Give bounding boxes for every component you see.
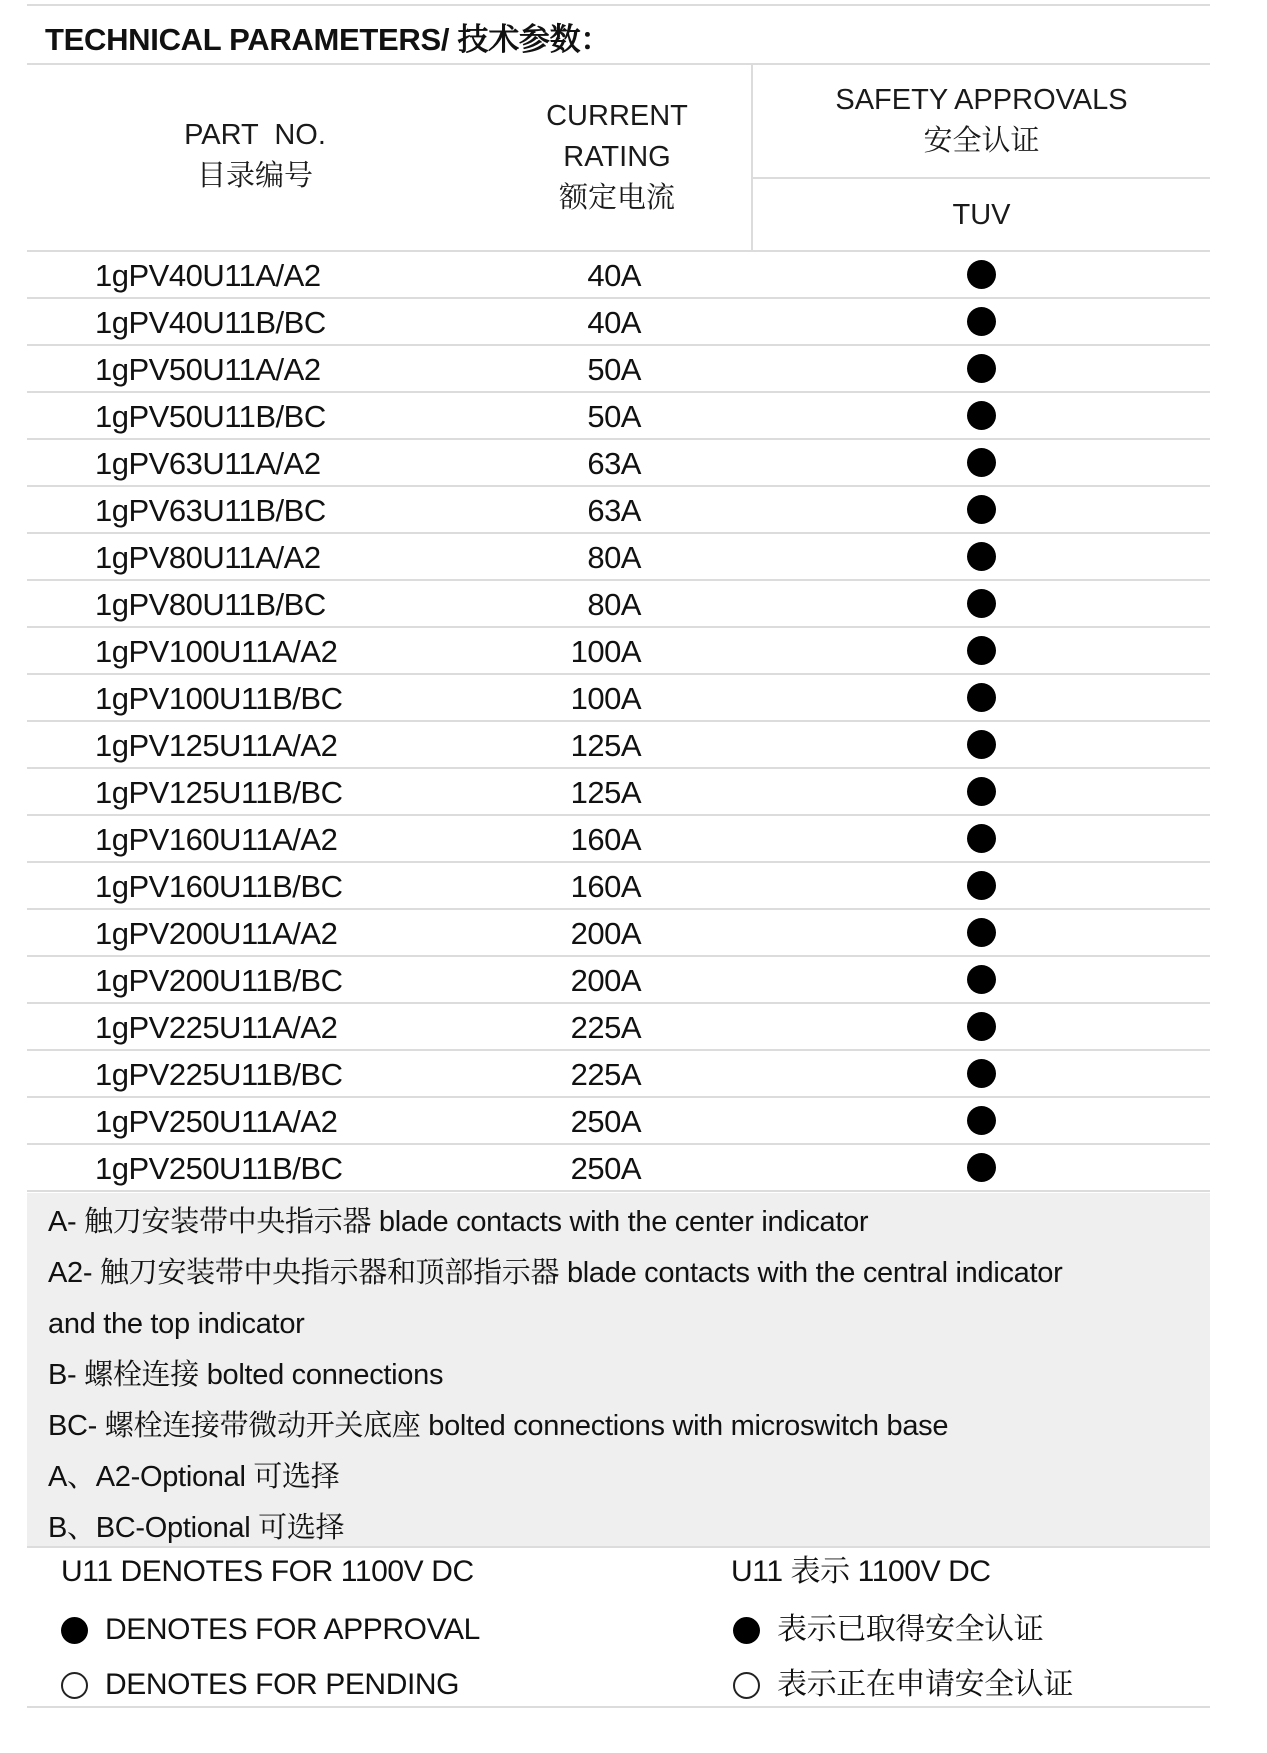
current-rating-cell: 160A	[570, 869, 641, 904]
table-body	[27, 252, 1210, 1192]
approved-dot-icon	[967, 636, 996, 665]
table-row	[27, 487, 1210, 534]
legend-approval-zh-text: 表示已取得安全认证	[777, 1613, 1044, 1646]
part-no-cell: 1gPV225U11B/BC	[95, 1057, 343, 1092]
table-row	[27, 346, 1210, 393]
note-line: A- 触刀安装带中央指示器 blade contacts with the center indicator	[48, 1206, 869, 1238]
part-no-cell: 1gPV160U11B/BC	[95, 869, 343, 904]
notes-box	[27, 1193, 1210, 1548]
table-row	[27, 581, 1210, 628]
legend-pending-zh-text: 表示正在申请安全认证	[777, 1668, 1073, 1701]
current-rating-cell: 250A	[570, 1151, 641, 1186]
header-part-no-en: PART NO.	[184, 119, 326, 151]
note-line: BC- 螺栓连接带微动开关底座 bolted connections with microswitch base	[48, 1410, 949, 1442]
part-no-cell: 1gPV50U11B/BC	[95, 399, 326, 434]
page-title: TECHNICAL PARAMETERS/ 技术参数：	[45, 22, 611, 57]
part-no-cell: 1gPV80U11B/BC	[95, 587, 326, 622]
part-no-cell: 1gPV225U11A/A2	[95, 1010, 338, 1045]
current-rating-cell: 200A	[570, 963, 641, 998]
table-row	[27, 863, 1210, 910]
part-no-cell: 1gPV63U11B/BC	[95, 493, 326, 528]
part-no-cell: 1gPV80U11A/A2	[95, 540, 321, 575]
legend-pending-en-text: DENOTES FOR PENDING	[105, 1668, 460, 1701]
table-row	[27, 910, 1210, 957]
approved-dot-icon	[967, 777, 996, 806]
note-line: B、BC-Optional 可选择	[48, 1512, 345, 1544]
title-rule	[27, 63, 1210, 65]
header-current-en-1: CURRENT	[546, 100, 688, 132]
legend-approval-en	[61, 1610, 480, 1650]
approved-dot-icon	[967, 965, 996, 994]
approved-dot-icon	[733, 1617, 760, 1644]
table-row	[27, 299, 1210, 346]
part-no-cell: 1gPV250U11A/A2	[95, 1104, 338, 1139]
current-rating-cell: 63A	[587, 493, 641, 528]
part-no-cell: 1gPV40U11B/BC	[95, 305, 326, 340]
approved-dot-icon	[967, 730, 996, 759]
part-no-cell: 1gPV160U11A/A2	[95, 822, 338, 857]
table-row	[27, 957, 1210, 1004]
approved-dot-icon	[967, 542, 996, 571]
approved-dot-icon	[967, 1012, 996, 1041]
table-row	[27, 628, 1210, 675]
part-no-cell: 1gPV50U11A/A2	[95, 352, 321, 387]
current-rating-cell: 40A	[587, 305, 641, 340]
note-line: A2- 触刀安装带中央指示器和顶部指示器 blade contacts with the central indicator	[48, 1257, 1063, 1289]
header-sub-rule	[753, 177, 1210, 179]
part-no-cell: 1gPV63U11A/A2	[95, 446, 321, 481]
current-rating-cell: 50A	[587, 399, 641, 434]
table-row	[27, 816, 1210, 863]
part-no-cell: 1gPV125U11B/BC	[95, 775, 343, 810]
approved-dot-icon	[967, 354, 996, 383]
note-line: A、A2-Optional 可选择	[48, 1461, 340, 1493]
current-rating-cell: 63A	[587, 446, 641, 481]
table-row	[27, 534, 1210, 581]
legend-u11-zh: U11 表示 1100V DC	[731, 1555, 991, 1588]
current-rating-cell: 250A	[570, 1104, 641, 1139]
header-tuv: TUV	[952, 199, 1011, 231]
header-part-no-zh: 目录编号	[196, 160, 313, 192]
current-rating-cell: 40A	[587, 258, 641, 293]
table-row	[27, 675, 1210, 722]
table-row	[27, 1004, 1210, 1051]
current-rating-cell: 80A	[587, 587, 641, 622]
current-rating-cell: 125A	[570, 728, 641, 763]
approved-dot-icon	[967, 448, 996, 477]
part-no-cell: 1gPV40U11A/A2	[95, 258, 321, 293]
table-row	[27, 440, 1210, 487]
current-rating-cell: 50A	[587, 352, 641, 387]
current-rating-cell: 80A	[587, 540, 641, 575]
approved-dot-icon	[967, 589, 996, 618]
table-row	[27, 1051, 1210, 1098]
current-rating-cell: 125A	[570, 775, 641, 810]
legend-pending-zh	[733, 1665, 1073, 1705]
approved-dot-icon	[967, 918, 996, 947]
current-rating-cell: 100A	[570, 681, 641, 716]
header-current-zh: 额定电流	[558, 182, 675, 214]
pending-circle-icon	[733, 1672, 760, 1699]
approved-dot-icon	[967, 1106, 996, 1135]
note-line: B- 螺栓连接 bolted connections	[48, 1359, 444, 1391]
approved-dot-icon	[967, 871, 996, 900]
header-part-no	[150, 115, 360, 197]
note-line: and the top indicator	[48, 1308, 305, 1340]
legend-approval-zh	[733, 1610, 1043, 1650]
approved-dot-icon	[967, 401, 996, 430]
header-safety-approvals	[753, 80, 1210, 162]
part-no-cell: 1gPV200U11A/A2	[95, 916, 338, 951]
table-row	[27, 393, 1210, 440]
approved-dot-icon	[967, 307, 996, 336]
pending-circle-icon	[61, 1672, 88, 1699]
approved-dot-icon	[967, 260, 996, 289]
current-rating-cell: 200A	[570, 916, 641, 951]
header-current-rating	[500, 96, 734, 219]
part-no-cell: 1gPV250U11B/BC	[95, 1151, 343, 1186]
table-row	[27, 722, 1210, 769]
part-no-cell: 1gPV200U11B/BC	[95, 963, 343, 998]
approved-dot-icon	[967, 1153, 996, 1182]
current-rating-cell: 225A	[570, 1010, 641, 1045]
legend-pending-en	[61, 1665, 459, 1705]
table-row	[27, 1145, 1210, 1192]
current-rating-cell: 225A	[570, 1057, 641, 1092]
legend-u11-en: U11 DENOTES FOR 1100V DC	[61, 1555, 474, 1588]
top-rule	[27, 4, 1210, 6]
part-no-cell: 1gPV100U11A/A2	[95, 634, 338, 669]
current-rating-cell: 100A	[570, 634, 641, 669]
approved-dot-icon	[967, 495, 996, 524]
approved-dot-icon	[967, 683, 996, 712]
table-row	[27, 769, 1210, 816]
table-row	[27, 1098, 1210, 1145]
approved-dot-icon	[967, 824, 996, 853]
header-current-en-2: RATING	[563, 141, 671, 173]
approved-dot-icon	[61, 1617, 88, 1644]
current-rating-cell: 160A	[570, 822, 641, 857]
table-row	[27, 250, 1210, 299]
approved-dot-icon	[967, 1059, 996, 1088]
part-no-cell: 1gPV125U11A/A2	[95, 728, 338, 763]
header-safety-zh: 安全认证	[923, 125, 1040, 157]
bottom-rule	[27, 1706, 1210, 1708]
header-safety-en: SAFETY APPROVALS	[835, 84, 1128, 116]
legend-approval-en-text: DENOTES FOR APPROVAL	[105, 1613, 480, 1646]
part-no-cell: 1gPV100U11B/BC	[95, 681, 343, 716]
